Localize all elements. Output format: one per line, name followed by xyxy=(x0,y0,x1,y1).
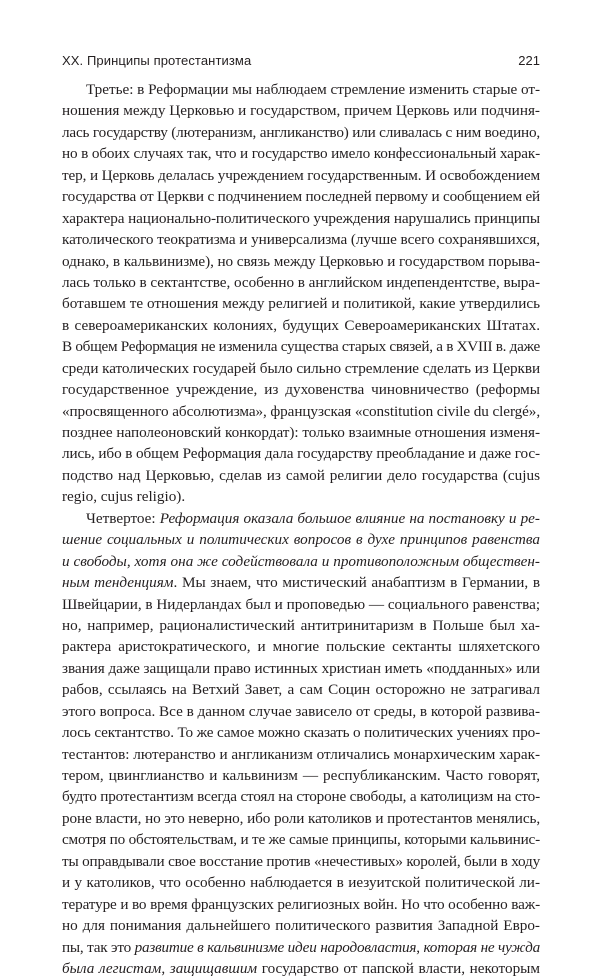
text-line xyxy=(62,872,540,893)
paragraph-third-point xyxy=(62,79,540,508)
text-line xyxy=(62,229,540,250)
text-segment: роне власти, но это неверно, ибо роли католиков и протестантов менялись, xyxy=(62,809,541,827)
text-line xyxy=(62,508,540,529)
text-segment: однако, в кальвинизме), но связь между Церковью и государством порыва- xyxy=(62,252,541,270)
text-segment: . Мы знаем, что мистический анабаптизм в Германии, в xyxy=(173,574,540,592)
text-segment: , xyxy=(126,552,135,570)
italic-text: ным тенденциям xyxy=(62,574,174,592)
text-line xyxy=(62,529,540,550)
text-segment: смотря по обстоятельствам, и те же самые принципы, которыми кальвинис- xyxy=(62,831,540,849)
text-segment: лось сектантство. То же самое можно сказать о политических учениях про- xyxy=(62,724,541,742)
text-line xyxy=(62,358,540,379)
italic-text: развитие в кальвинизме идеи народовластия xyxy=(134,938,417,956)
text-segment: Третье: в Реформации мы наблюдаем стремление изменить старые от- xyxy=(86,81,541,98)
text-line xyxy=(62,894,540,915)
page-header xyxy=(62,50,540,72)
text-segment: но в обоих случаях так, что и государство имело конфессиональный харак- xyxy=(62,145,541,163)
text-line xyxy=(62,401,540,422)
text-line xyxy=(62,786,540,807)
text-line xyxy=(62,465,540,486)
text-segment: Четвертое: xyxy=(86,509,160,527)
text-segment: и у католиков, что особенно наблюдается в иезуитской политической ли- xyxy=(62,874,540,892)
text-line xyxy=(62,422,540,443)
italic-text: шение социальных и политических вопросов в духе принципов равенства xyxy=(62,531,540,549)
text-segment: подство над Церковью, сделав из самой религии дело государства (cujus xyxy=(62,466,540,484)
text-line xyxy=(62,851,540,872)
italic-text: и свободы xyxy=(62,552,127,570)
text-line xyxy=(62,186,540,207)
text-segment: будто протестантизм всегда стоял на стороне свободы, а католицизм на сто- xyxy=(62,788,540,806)
page-number: 221 xyxy=(518,53,540,68)
text-line xyxy=(62,315,540,336)
italic-text: хотя она же содействовала и противоположным обществен- xyxy=(134,552,540,570)
text-segment: «просвященного абсолютизма», французская «constitution civile du clergé», xyxy=(62,402,541,420)
text-segment: В общем Реформация не изменила существа старых связей, а в XVIII в. даже xyxy=(62,338,541,356)
text-segment: лась государству (лютеранизм, англиканство) или сливалась с ним воедино, xyxy=(62,123,541,141)
text-line xyxy=(62,594,540,615)
text-line xyxy=(62,808,540,829)
text-segment: ношения между Церковью и государством, причем Церковь или подчиня- xyxy=(62,102,540,120)
text-line xyxy=(62,336,540,357)
text-line xyxy=(62,615,540,636)
text-line xyxy=(62,744,540,765)
text-segment: , xyxy=(416,938,424,956)
text-line xyxy=(62,572,540,593)
text-segment: этого вопроса. Все в данном случае зависело от среды, в которой развива- xyxy=(62,702,540,720)
text-line xyxy=(62,722,540,743)
text-line xyxy=(62,486,540,507)
text-line xyxy=(62,143,540,164)
text-segment: ты оправдывали свое восстание против «нечестивых» королей, были в ходу xyxy=(62,852,540,870)
text-line xyxy=(62,765,540,786)
text-segment: католического теократизма и универсализма (лучше всего сохранявшихся, xyxy=(62,231,541,249)
text-line xyxy=(62,208,540,229)
italic-text: Реформация оказала большое влияние на постановку и ре- xyxy=(159,509,540,527)
text-segment: среди католических государей было сильно стремление сделать из Церкви xyxy=(62,359,541,377)
text-line xyxy=(62,958,540,979)
text-line xyxy=(62,658,540,679)
text-segment: рактера аристократического, и многие польские сектанты шляхетского xyxy=(62,638,540,656)
text-line xyxy=(62,829,540,850)
text-segment: тер, и Церковь делалась учреждением государственным. И освобождением xyxy=(62,166,541,184)
italic-text: защищавшим xyxy=(169,959,258,977)
text-line xyxy=(62,79,540,100)
text-segment: ботавшем те отношения между религией и политикой, какие утвердились xyxy=(62,295,540,313)
text-line xyxy=(62,679,540,700)
text-segment: государство от папской власти, некоторым xyxy=(257,959,540,977)
text-line xyxy=(62,701,540,722)
text-segment: , xyxy=(161,959,170,977)
paragraph-fourth-point xyxy=(62,508,540,979)
text-line xyxy=(62,165,540,186)
text-line xyxy=(62,443,540,464)
text-segment: тером, цвинглианство и кальвинизм — республиканским. Часто говорят, xyxy=(62,767,540,784)
text-segment: рабов, ссылаясь на Ветхий Завет, а сам Социн осторожно не затрагивал xyxy=(62,681,540,699)
text-segment: лась только в сектантстве, особенно в английском индепендентстве, выра- xyxy=(62,273,541,291)
text-line xyxy=(62,937,540,958)
text-line xyxy=(62,551,540,572)
text-line xyxy=(62,122,540,143)
text-segment: но для понимания дальнейшего политического развития Западной Евро- xyxy=(62,917,540,935)
text-segment: regio, cujus religio). xyxy=(62,488,186,506)
text-segment: тестантов: лютеранство и англиканизм отличались монархическим харак- xyxy=(62,745,540,763)
text-segment: звания даже защищали право истинных христиан иметь «подданных» или xyxy=(62,659,540,677)
text-segment: государства от Церкви с подчинением последней первому и сообщением ей xyxy=(62,188,540,206)
italic-text: которая не чужда xyxy=(423,938,541,956)
text-segment: государственное учреждение, из духовенства чиновничество (реформы xyxy=(62,381,540,399)
text-line xyxy=(62,915,540,936)
text-line xyxy=(62,379,540,400)
text-line xyxy=(62,272,540,293)
text-segment: позднее наполеоновский конкордат): только взаимные отношения изменя- xyxy=(62,424,540,441)
text-line xyxy=(62,636,540,657)
text-segment: но, например, рационалистический антитринитаризм в Польше был ха- xyxy=(62,616,540,634)
text-segment: лись, ибо в общем Реформация дала государству преобладание и даже гос- xyxy=(62,445,540,463)
text-segment: тературе и во время французских религиозных войн. Но что особенно важ- xyxy=(62,895,540,913)
text-segment: в североамериканских колониях, будущих Североамериканских Штатах. xyxy=(62,316,540,334)
running-title: XX. Принципы протестантизма xyxy=(62,53,252,68)
text-segment: Швейцарии, в Нидерландах был и проповедью — социального равенства; xyxy=(62,595,541,613)
page-body xyxy=(62,79,540,979)
italic-text: была легистам xyxy=(62,959,162,977)
text-line xyxy=(62,100,540,121)
text-line xyxy=(62,251,540,272)
text-line xyxy=(62,293,540,314)
text-segment: пы, так это xyxy=(62,938,135,956)
text-segment: характера национально-политического учреждения нарушались принципы xyxy=(62,209,541,227)
